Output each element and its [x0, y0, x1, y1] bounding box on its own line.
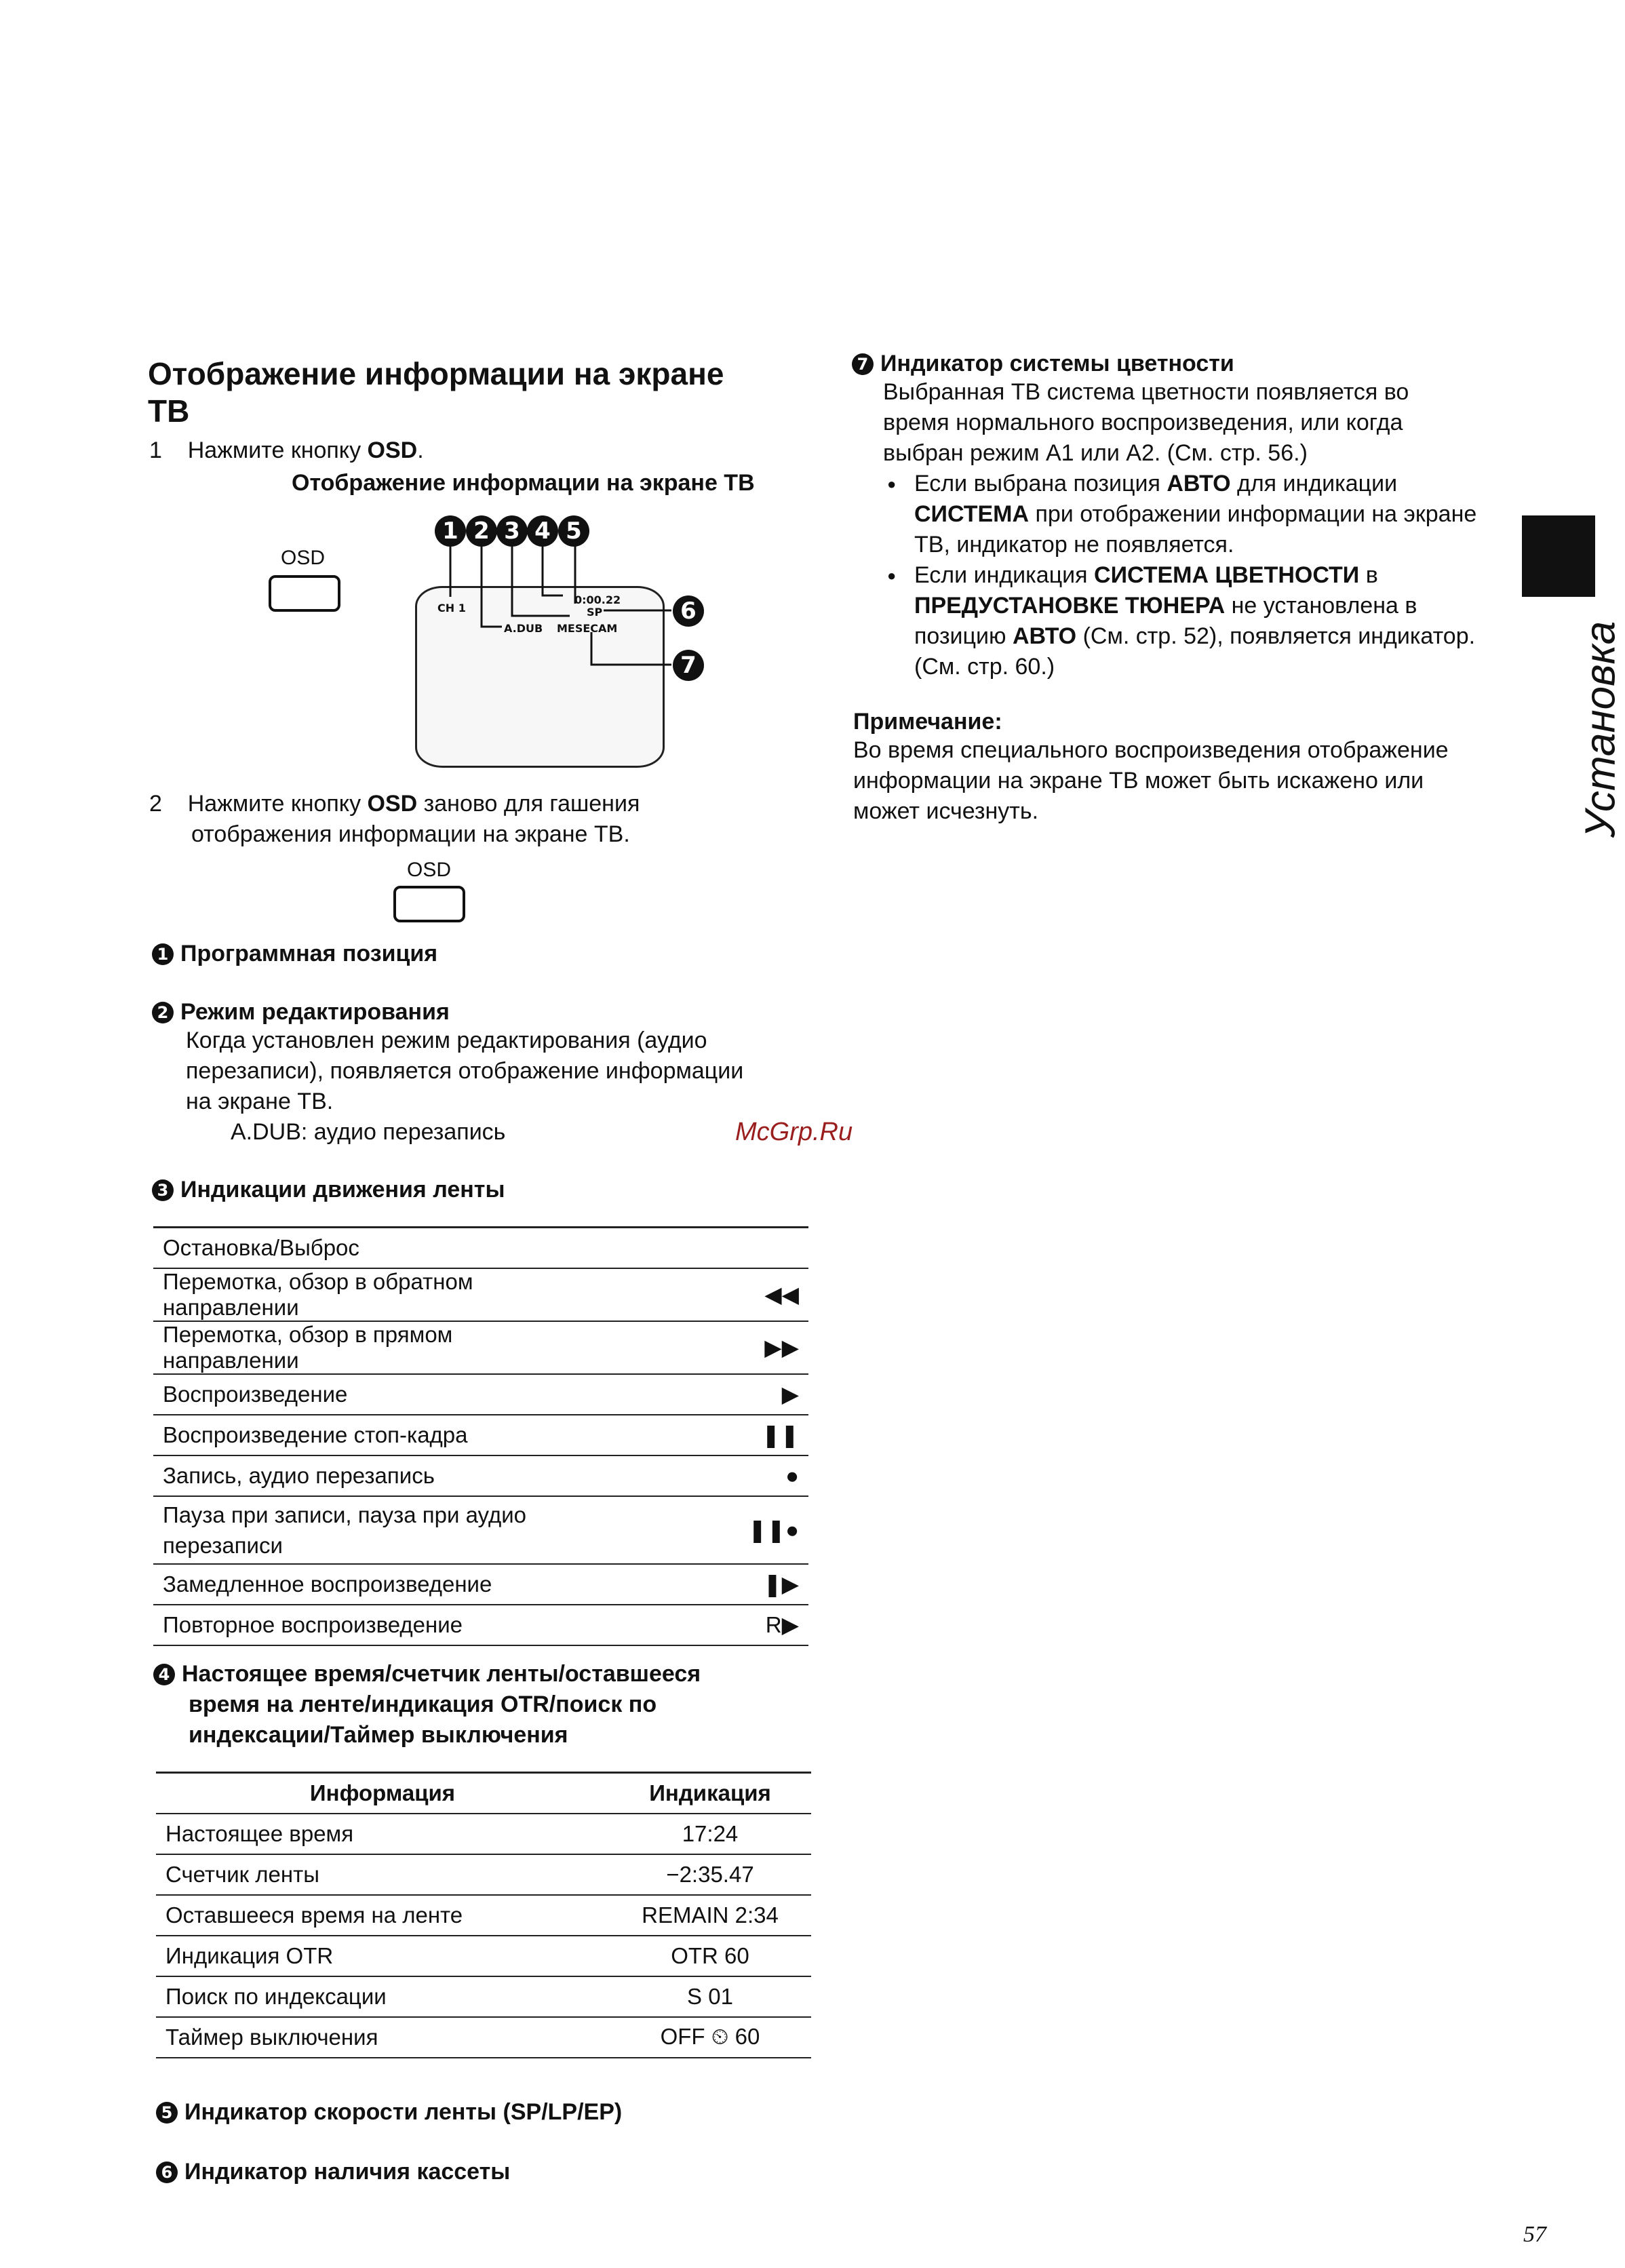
title-line: индексации/Таймер выключения [189, 1722, 568, 1748]
tv-adub: A.DUB [504, 622, 543, 635]
info-cell: Счетчик ленты [165, 1861, 319, 1887]
section-title-text: Индикатор системы цветности [880, 351, 1234, 376]
step-1 [149, 435, 424, 466]
step-2 [149, 789, 640, 819]
section-title-text: Режим редактирования [180, 999, 450, 1025]
section-title-text: Индикации движения ленты [180, 1177, 505, 1203]
step-number: 1 [149, 437, 162, 463]
bullet-1 [887, 469, 1493, 560]
section-5-title [156, 2097, 622, 2128]
body-line: перезаписи), появляется отображение информации [186, 1058, 744, 1084]
table-row [156, 2017, 811, 2058]
info-cell: Индикация OTR [165, 1942, 334, 1968]
circle-number: 5 [156, 2102, 178, 2124]
step-text: Нажмите кнопку [187, 791, 361, 817]
info-cell: Настоящее время [165, 1820, 354, 1846]
bullet-text: не установлена в позицию [914, 593, 1417, 649]
bullet-bold: СИСТЕМА ЦВЕТНОСТИ [1094, 562, 1360, 588]
section-2-title [152, 997, 450, 1028]
row-label: Воспроизведение [163, 1381, 348, 1407]
title-line-1: Отображение информации на экране [148, 356, 724, 391]
indication-cell: 17:24 [682, 1820, 739, 1846]
row-label: Перемотка, обзор в прямом направлении [163, 1321, 453, 1373]
table-row [153, 1605, 808, 1645]
info-cell: Оставшееся время на ленте [165, 1902, 463, 1928]
circle-number: 6 [156, 2162, 178, 2183]
osd-label: OSD [281, 547, 326, 569]
column-header: Индикация [649, 1780, 771, 1805]
osd-button-2[interactable] [393, 886, 465, 922]
osd-button[interactable] [269, 575, 340, 612]
osd-label-2: OSD [407, 859, 452, 881]
body-line: Когда установлен режим редактирования (аудио [186, 1028, 707, 1053]
section-3-title [152, 1175, 505, 1205]
table-row [153, 1321, 808, 1374]
bullet-text: Если выбрана позиция [914, 471, 1167, 496]
page-number: 57 [1523, 2222, 1546, 2247]
circle-number: 2 [152, 1002, 174, 1023]
marker-5: 5 [558, 515, 589, 547]
section-1-title [152, 939, 437, 969]
pause-icon: ❚❚ [761, 1422, 799, 1447]
circle-number: 7 [852, 353, 874, 375]
section-7-body [883, 377, 1493, 682]
row-label: Пауза при записи, пауза при аудио перезаписи [163, 1502, 526, 1558]
row-label: Запись, аудио перезапись [163, 1462, 435, 1488]
bullet-text: при отображении информации на экране ТВ, индикатор не появляется. [914, 501, 1477, 558]
tv-time: 0:00.22 [574, 593, 621, 606]
indication-cell: −2:35.47 [666, 1861, 754, 1887]
marker-6: 6 [673, 595, 704, 627]
table-row [153, 1455, 808, 1496]
table-row [153, 1496, 808, 1564]
step-text: Нажмите кнопку [187, 437, 361, 463]
marker-3: 3 [496, 515, 528, 547]
section-2-body [186, 1025, 743, 1148]
section-title-text: Программная позиция [180, 941, 438, 966]
bullet-bold: АВТО [1167, 471, 1231, 496]
tv-speed: SP [587, 606, 603, 619]
body-line: на экране ТВ. [186, 1089, 334, 1114]
marker-2: 2 [466, 515, 497, 547]
marker-7: 7 [673, 650, 704, 681]
bullet-bold: СИСТЕМА [914, 501, 1030, 527]
row-label: Повторное воспроизведение [163, 1611, 463, 1637]
table-row [156, 1895, 811, 1936]
note-body [853, 735, 1449, 827]
info-table [156, 1772, 811, 2058]
rewind-icon: ◀◀ [764, 1282, 799, 1307]
table-row [153, 1228, 808, 1268]
note-line: может исчезнуть. [853, 798, 1039, 824]
section-title-text: Индикатор наличия кассеты [184, 2159, 511, 2185]
tv-mesecam: MESECAM [557, 622, 618, 635]
slow-icon: ❚▶ [762, 1571, 799, 1597]
diagram-caption: Отображение информации на экране ТВ [292, 470, 755, 496]
row-label: Воспроизведение стоп-кадра [163, 1422, 468, 1447]
step-text-b: заново для гашения [423, 791, 640, 817]
title-line: время на ленте/индикация OTR/поиск по [189, 1692, 657, 1717]
indication-cell: OFF ⏲ 60 [660, 2024, 760, 2049]
table-row [153, 1374, 808, 1415]
circle-number: 3 [152, 1179, 174, 1201]
adub-line: A.DUB: аудио перезапись [231, 1119, 506, 1145]
circle-number: 4 [153, 1664, 175, 1685]
step-bold: OSD [367, 791, 418, 817]
play-icon: ▶ [781, 1382, 799, 1407]
section-title-text: Индикатор скорости ленты (SP/LP/EP) [184, 2099, 623, 2125]
marker-1: 1 [435, 515, 466, 547]
watermark: McGrp.Ru [735, 1118, 853, 1146]
bullet-2 [887, 560, 1493, 682]
table-row [153, 1268, 808, 1321]
row-label: Перемотка, обзор в обратном направлении [163, 1268, 473, 1320]
stop-icon [579, 1228, 808, 1268]
table-header [156, 1773, 811, 1814]
body-line: выбран режим A1 или A2. (См. стр. 56.) [883, 440, 1308, 466]
body-line: время нормального воспроизведения, или когда [883, 410, 1403, 435]
step-2-line2: отображения информации на экране ТВ. [191, 821, 630, 847]
indication-cell: OTR 60 [671, 1942, 749, 1968]
step-number: 2 [149, 791, 162, 817]
table-row [156, 1854, 811, 1895]
row-label: Замедленное воспроизведение [163, 1571, 492, 1597]
table-row [156, 1936, 811, 1976]
bullet-bold: ПРЕДУСТАНОВКЕ ТЮНЕРА [914, 593, 1226, 619]
bullet-text: Если индикация [914, 562, 1095, 588]
table-row [153, 1415, 808, 1455]
table-row [153, 1564, 808, 1605]
tape-motion-table [153, 1226, 808, 1646]
title-line: Настоящее время/счетчик ленты/оставшееся [182, 1661, 701, 1687]
circle-number: 1 [152, 943, 174, 965]
info-cell: Таймер выключения [165, 2024, 378, 2050]
row-label: Остановка/Выброс [163, 1234, 359, 1260]
column-header: Информация [309, 1780, 456, 1805]
table-row [156, 1976, 811, 2017]
section-4-title [153, 1659, 701, 1751]
table-row [156, 1814, 811, 1854]
repeat-icon: R▶ [765, 1612, 799, 1637]
fast-forward-icon: ▶▶ [764, 1335, 799, 1360]
indication-cell: S 01 [687, 1983, 733, 2009]
bullet-text: в [1359, 562, 1378, 588]
marker-4: 4 [527, 515, 558, 547]
bullet-bold: АВТО [1012, 623, 1077, 649]
record-icon: ● [785, 1462, 799, 1488]
page-title [148, 355, 724, 430]
body-line: Выбранная ТВ система цветности появляется во [883, 379, 1409, 405]
tv-channel: CH 1 [437, 602, 466, 614]
bullet-text: для индикации [1230, 471, 1398, 496]
side-section-label: Установка [1577, 621, 1624, 838]
title-line-2: ТВ [148, 393, 190, 429]
note-line: информации на экране ТВ может быть искажено или [853, 768, 1424, 794]
side-tab-block [1522, 515, 1595, 597]
bullet-text: (См. стр. 52), появляется индикатор. (См. стр. 60.) [914, 623, 1476, 680]
step-end: . [417, 437, 424, 463]
section-6-title [156, 2157, 510, 2187]
info-cell: Поиск по индексации [165, 1983, 387, 2009]
pause-record-icon: ❚❚● [747, 1517, 799, 1542]
note-title: Примечание: [853, 709, 1002, 735]
step-bold: OSD [367, 437, 418, 463]
note-line: Во время специального воспроизведения отображение [853, 737, 1449, 763]
indication-cell: REMAIN 2:34 [642, 1902, 779, 1928]
section-7-title [852, 349, 1234, 379]
